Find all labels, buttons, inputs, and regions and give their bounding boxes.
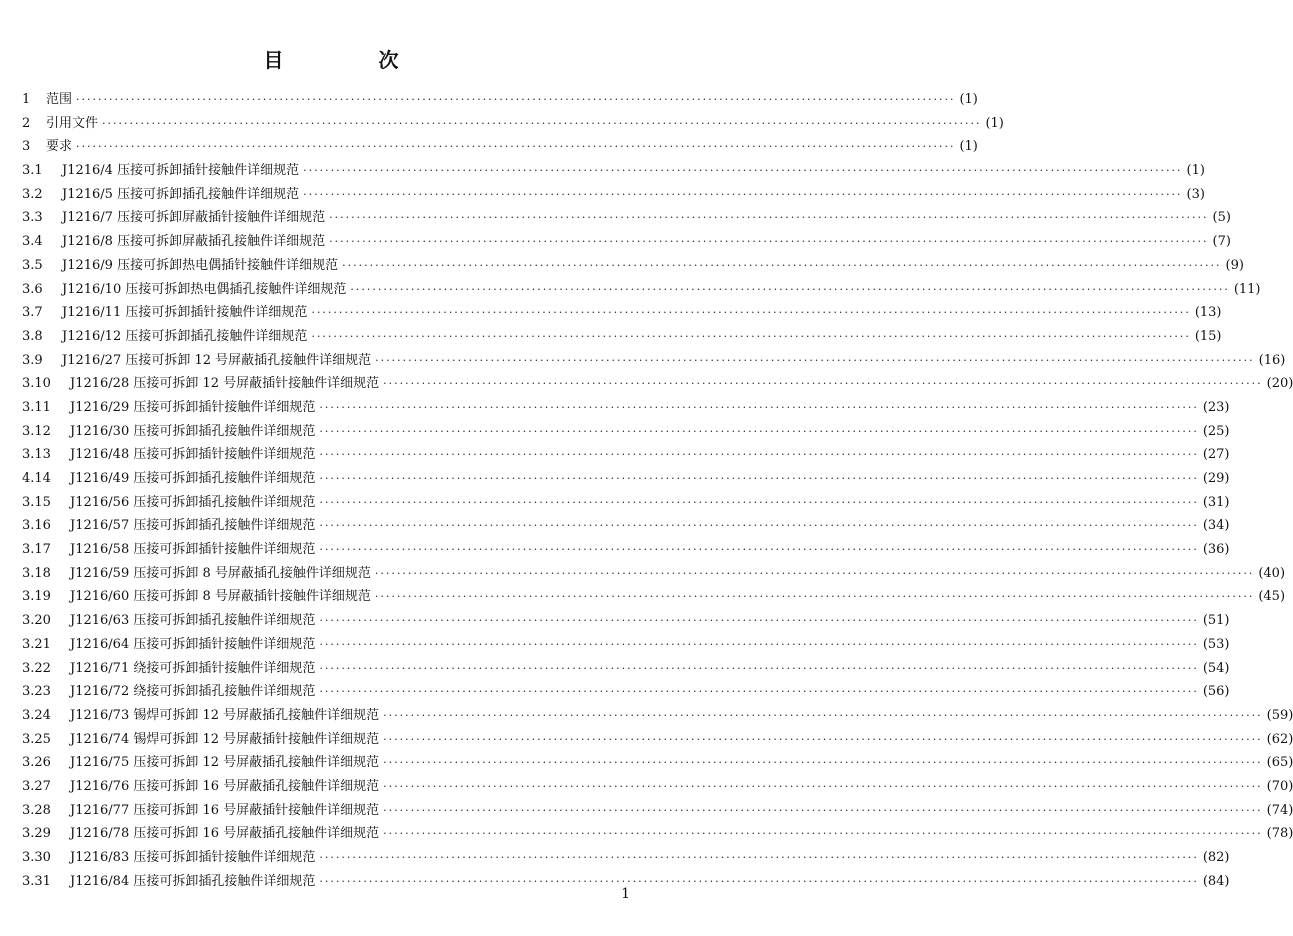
toc-entry-number: 3.13 <box>22 447 51 463</box>
toc-entry-number: 3.17 <box>22 542 51 558</box>
toc-entry-page: (31) <box>1202 494 1230 510</box>
dot-leader: ································································································································································ <box>329 211 1209 225</box>
toc-entry-page: (23) <box>1202 399 1230 415</box>
toc-entry[interactable] <box>22 775 1293 799</box>
toc-entry-number: 1 <box>22 92 31 107</box>
toc-entry-title: J1216/63 压接可拆卸插孔接触件详细规范 <box>70 609 319 633</box>
dot-leader: ································································································································································ <box>319 543 1199 557</box>
toc-entry[interactable] <box>22 585 1286 609</box>
dot-leader: ································································································································································ <box>319 637 1199 651</box>
toc-entry[interactable] <box>22 562 1286 586</box>
toc-entry-number: 3.10 <box>22 376 51 392</box>
toc-entry-number: 3.27 <box>22 778 51 794</box>
toc-entry[interactable] <box>22 372 1293 396</box>
toc-entry[interactable] <box>22 609 1230 633</box>
toc-entry-number: 3.22 <box>22 660 51 676</box>
toc-entry-title: J1216/29 压接可拆卸插针接触件详细规范 <box>70 396 319 420</box>
dot-leader: ································································································································································ <box>319 472 1199 485</box>
toc-entry-page: (45) <box>1258 589 1286 605</box>
toc-entry-page: (34) <box>1202 518 1230 534</box>
toc-entry[interactable] <box>22 254 1244 278</box>
toc-entry-title: J1216/75 压接可拆卸 12 号屏蔽插孔接触件详细规范 <box>70 751 383 775</box>
toc-entry-number: 3.3 <box>22 210 43 226</box>
toc-entry-title: J1216/72 绕接可拆卸插孔接触件详细规范 <box>70 680 319 704</box>
toc-entry[interactable] <box>22 704 1293 728</box>
toc-entry-page: (7) <box>1212 234 1231 250</box>
toc-entry[interactable] <box>22 822 1293 846</box>
dot-leader: ································································································································································ <box>374 566 1255 580</box>
table-of-contents <box>22 88 1293 893</box>
toc-entry-number: 3.11 <box>22 399 51 415</box>
toc-entry-page: (82) <box>1202 850 1230 865</box>
toc-entry[interactable] <box>22 538 1230 562</box>
dot-leader: ································································································································································ <box>319 519 1199 533</box>
toc-entry-number: 3.20 <box>22 613 51 629</box>
toc-entry[interactable] <box>22 467 1230 491</box>
dot-leader: ································································································································································ <box>319 874 1199 888</box>
toc-entry-title: 引用文件 <box>46 112 102 136</box>
dot-leader: ································································································································································ <box>319 661 1199 675</box>
toc-entry-page: (11) <box>1233 281 1261 297</box>
toc-entry-title: J1216/30 压接可拆卸插孔接触件详细规范 <box>70 420 319 444</box>
toc-entry[interactable] <box>22 633 1230 657</box>
dot-leader: ································································································································································ <box>303 187 1183 201</box>
toc-entry-title: J1216/11 压接可拆卸插针接触件详细规范 <box>62 301 311 325</box>
toc-entry-title: 要求 <box>46 135 76 159</box>
toc-entry-number: 3.19 <box>22 589 51 605</box>
toc-entry-page: (20) <box>1266 376 1293 392</box>
dot-leader: ································································································································································ <box>329 235 1209 249</box>
toc-entry[interactable] <box>22 206 1231 230</box>
toc-entry[interactable] <box>22 396 1230 420</box>
toc-entry-number: 3.24 <box>22 707 51 723</box>
toc-entry-number: 3.6 <box>22 281 43 297</box>
toc-entry-title: 范围 <box>46 88 76 112</box>
toc-entry[interactable] <box>22 751 1293 775</box>
toc-entry-page: (25) <box>1202 423 1230 439</box>
toc-entry-page: (62) <box>1266 731 1293 747</box>
toc-entry[interactable] <box>22 230 1231 254</box>
dot-leader: ································································································································································ <box>383 756 1263 770</box>
dot-leader: ································································································································································ <box>319 685 1199 699</box>
dot-leader: ································································································································································ <box>311 329 1191 343</box>
dot-leader: ································································································································································ <box>383 779 1263 793</box>
toc-entry-title: J1216/5 压接可拆卸插孔接触件详细规范 <box>62 183 303 207</box>
toc-entry-page: (9) <box>1225 257 1244 273</box>
toc-entry-page: (36) <box>1202 542 1230 558</box>
toc-entry-number: 3.8 <box>22 328 43 344</box>
toc-entry-number: 2 <box>22 115 31 131</box>
dot-leader: ································································································································································ <box>319 851 1199 864</box>
toc-entry-page: (78) <box>1266 826 1293 842</box>
toc-entry[interactable] <box>22 491 1230 515</box>
toc-entry-number: 3.30 <box>22 850 51 865</box>
toc-entry-number: 3.5 <box>22 257 43 273</box>
dot-leader: ································································································································································ <box>383 708 1263 722</box>
toc-entry-page: (70) <box>1266 778 1293 794</box>
toc-entry-page: (65) <box>1266 755 1293 771</box>
dot-leader: ································································································································································ <box>319 400 1199 414</box>
toc-entry[interactable] <box>22 728 1293 752</box>
dot-leader: ································································································································································ <box>319 614 1199 628</box>
toc-entry-page: (1) <box>985 115 1004 131</box>
toc-entry-page: (16) <box>1258 352 1286 368</box>
toc-entry[interactable] <box>22 278 1261 302</box>
toc-entry[interactable] <box>22 112 1004 136</box>
toc-entry-page: (40) <box>1258 565 1286 581</box>
toc-entry-number: 3.9 <box>22 352 43 368</box>
toc-entry-title: J1216/9 压接可拆卸热电偶插针接触件详细规范 <box>62 254 342 278</box>
toc-entry-title: J1216/57 压接可拆卸插孔接触件详细规范 <box>70 514 319 538</box>
toc-entry-number: 3.18 <box>22 565 51 581</box>
toc-entry[interactable] <box>22 846 1230 870</box>
dot-leader: ································································································································································ <box>319 448 1199 462</box>
dot-leader: ································································································································································ <box>375 353 1255 367</box>
toc-entry-number: 4.14 <box>22 471 51 486</box>
toc-entry[interactable] <box>22 657 1230 681</box>
page-title: 目 次 <box>263 48 443 72</box>
toc-entry-title: J1216/84 压接可拆卸插孔接触件详细规范 <box>70 870 319 894</box>
toc-entry-page: (3) <box>1186 186 1205 202</box>
toc-entry-number: 3.16 <box>22 518 51 534</box>
dot-leader: ································································································································································ <box>76 93 956 106</box>
toc-entry-title: J1216/28 压接可拆卸 12 号屏蔽插针接触件详细规范 <box>70 372 383 396</box>
toc-entry-number: 3.4 <box>22 234 43 250</box>
toc-entry-title: J1216/64 压接可拆卸插针接触件详细规范 <box>70 633 319 657</box>
toc-entry[interactable] <box>22 183 1205 207</box>
toc-entry-title: J1216/8 压接可拆卸屏蔽插孔接触件详细规范 <box>62 230 329 254</box>
toc-entry[interactable] <box>22 420 1230 444</box>
toc-entry[interactable] <box>22 514 1230 538</box>
dot-leader: ································································································································································ <box>319 495 1199 509</box>
toc-entry-title: J1216/48 压接可拆卸插针接触件详细规范 <box>70 443 319 467</box>
dot-leader: ································································································································································ <box>374 590 1255 604</box>
toc-entry[interactable] <box>22 443 1230 467</box>
dot-leader: ································································································································································ <box>383 827 1263 841</box>
toc-entry-number: 3.21 <box>22 636 51 652</box>
toc-entry[interactable] <box>22 301 1222 325</box>
toc-entry-page: (29) <box>1202 471 1230 486</box>
toc-entry-title: J1216/78 压接可拆卸 16 号屏蔽插孔接触件详细规范 <box>70 822 383 846</box>
toc-entry-number: 3.2 <box>22 186 43 202</box>
dot-leader: ································································································································································ <box>383 377 1263 391</box>
toc-entry[interactable] <box>22 325 1222 349</box>
toc-entry-title: J1216/4 压接可拆卸插针接触件详细规范 <box>62 159 303 183</box>
toc-entry-number: 3 <box>22 139 31 155</box>
toc-entry-title: J1216/56 压接可拆卸插孔接触件详细规范 <box>70 491 319 515</box>
toc-entry-number: 3.29 <box>22 826 51 842</box>
toc-entry-title: J1216/7 压接可拆卸屏蔽插针接触件详细规范 <box>62 206 329 230</box>
toc-entry-page: (74) <box>1266 802 1293 818</box>
toc-entry-page: (5) <box>1212 210 1231 226</box>
toc-entry-page: (13) <box>1194 305 1222 321</box>
dot-leader: ································································································································································ <box>311 306 1191 320</box>
toc-entry-page: (1) <box>1186 163 1205 179</box>
toc-entry-page: (84) <box>1202 873 1230 889</box>
toc-entry-number: 3.7 <box>22 305 43 321</box>
toc-entry-page: (1) <box>959 92 978 107</box>
toc-entry-title: J1216/49 压接可拆卸插孔接触件详细规范 <box>70 467 319 491</box>
toc-entry-title: J1216/74 锡焊可拆卸 12 号屏蔽插针接触件详细规范 <box>70 728 383 752</box>
dot-leader: ································································································································································ <box>383 803 1263 817</box>
toc-entry-title: J1216/27 压接可拆卸 12 号屏蔽插孔接触件详细规范 <box>62 349 375 373</box>
toc-entry-page: (59) <box>1266 707 1293 723</box>
toc-entry-page: (54) <box>1202 660 1230 676</box>
toc-entry[interactable] <box>22 88 978 112</box>
toc-entry-number: 3.12 <box>22 423 51 439</box>
toc-entry-number: 3.28 <box>22 802 51 818</box>
toc-entry-title: J1216/83 压接可拆卸插针接触件详细规范 <box>70 846 319 870</box>
toc-entry[interactable] <box>22 870 1230 894</box>
toc-entry-title: J1216/77 压接可拆卸 16 号屏蔽插针接触件详细规范 <box>70 799 383 823</box>
dot-leader: ································································································································································ <box>342 258 1222 272</box>
dot-leader: ································································································································································ <box>303 164 1183 178</box>
toc-entry-number: 3.31 <box>22 873 51 889</box>
toc-entry[interactable] <box>22 349 1286 373</box>
toc-entry[interactable] <box>22 135 978 159</box>
toc-entry[interactable] <box>22 159 1205 183</box>
dot-leader: ································································································································································ <box>102 116 982 130</box>
toc-entry-title: J1216/10 压接可拆卸热电偶插孔接触件详细规范 <box>62 278 350 302</box>
toc-entry[interactable] <box>22 680 1230 704</box>
toc-entry-page: (15) <box>1194 328 1222 344</box>
toc-entry-title: J1216/76 压接可拆卸 16 号屏蔽插孔接触件详细规范 <box>70 775 383 799</box>
toc-entry-number: 3.26 <box>22 755 51 771</box>
page-number: 1 <box>621 886 630 902</box>
toc-entry-title: J1216/71 绕接可拆卸插针接触件详细规范 <box>70 657 319 681</box>
toc-entry-number: 3.15 <box>22 494 51 510</box>
toc-entry-page: (1) <box>959 139 978 155</box>
dot-leader: ································································································································································ <box>383 732 1263 746</box>
toc-entry-number: 3.1 <box>22 163 43 179</box>
toc-entry-title: J1216/59 压接可拆卸 8 号屏蔽插孔接触件详细规范 <box>70 562 375 586</box>
toc-entry-number: 3.25 <box>22 731 51 747</box>
toc-entry-page: (56) <box>1202 684 1230 700</box>
toc-entry-page: (53) <box>1202 636 1230 652</box>
dot-leader: ································································································································································ <box>76 140 956 154</box>
toc-entry-page: (51) <box>1202 613 1230 629</box>
toc-entry-title: J1216/60 压接可拆卸 8 号屏蔽插针接触件详细规范 <box>70 585 375 609</box>
toc-entry-title: J1216/12 压接可拆卸插孔接触件详细规范 <box>62 325 311 349</box>
toc-entry-title: J1216/73 锡焊可拆卸 12 号屏蔽插孔接触件详细规范 <box>70 704 383 728</box>
dot-leader: ································································································································································ <box>350 282 1230 296</box>
toc-entry-number: 3.23 <box>22 684 51 700</box>
dot-leader: ································································································································································ <box>319 424 1199 438</box>
toc-entry-title: J1216/58 压接可拆卸插针接触件详细规范 <box>70 538 319 562</box>
toc-entry[interactable] <box>22 799 1293 823</box>
toc-entry-page: (27) <box>1202 447 1230 463</box>
